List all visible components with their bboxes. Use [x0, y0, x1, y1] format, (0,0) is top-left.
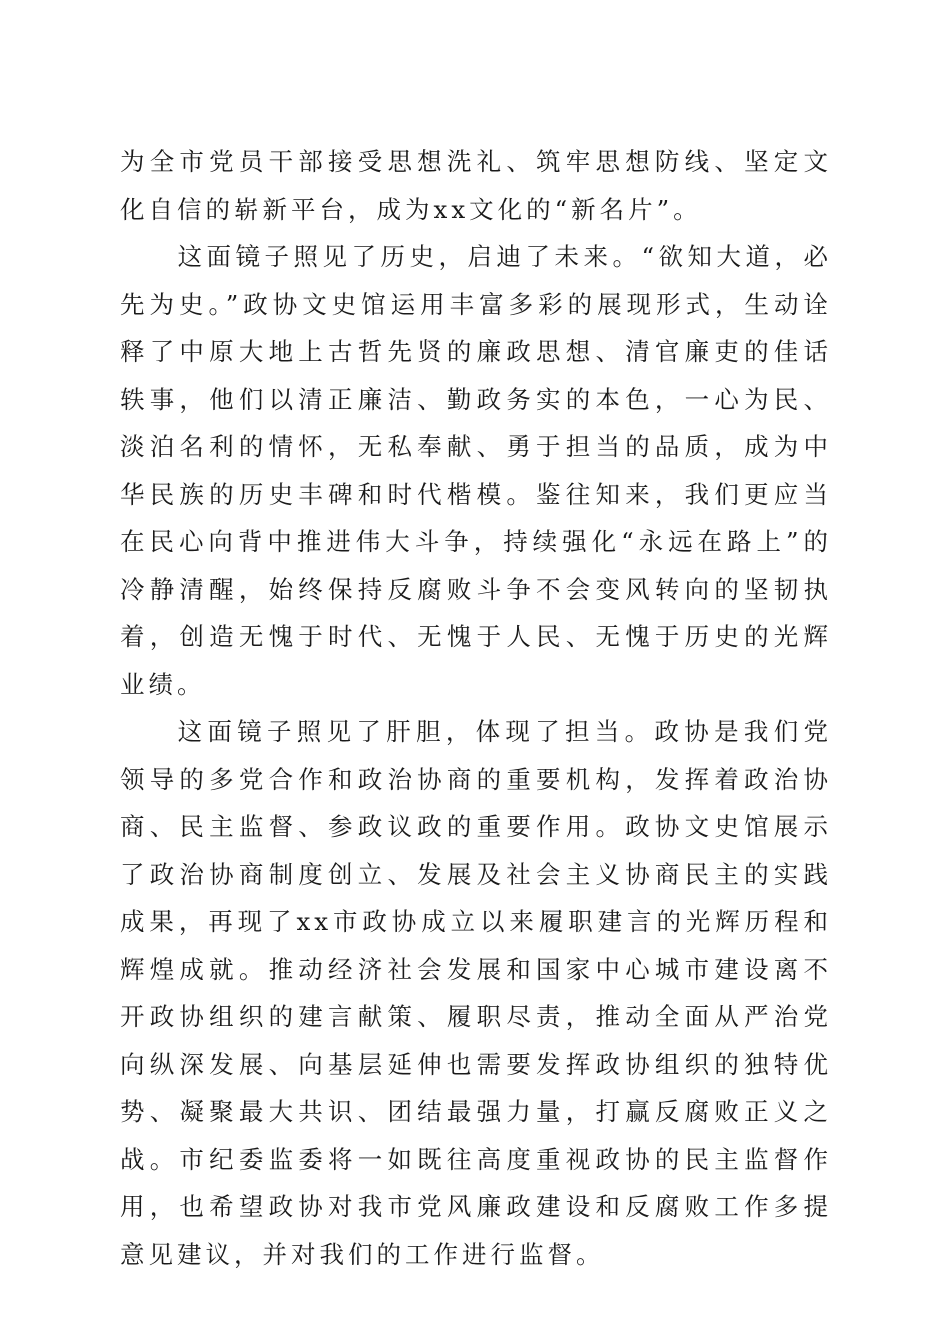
document-body	[120, 138, 832, 1278]
paragraph-responsibility: 这面镜子照见了肝胆，体现了担当。政协是我们党领导的多党合作和政治协商的重要机构，发挥着政治协商、民主监督、参政议政的重要作用。政协文史馆展示了政治协商制度创立、发展及社会主义协商民主的实践成果，再现了xx市政协成立以来履职建言的光辉历程和辉煌成就。推动经济社会发展和国家中心城市建设离不开政协组织的建言献策、履职尽责，推动全面从严治党向纵深发展、向基层延伸也需要发挥政协组织的独特优势、凝聚最大共识、团结最强力量，打赢反腐败正义之战。市纪委监委将一如既往高度重视政协的民主监督作用，也希望政协对我市党风廉政建设和反腐败工作多提意见建议，并对我们的工作进行监督。	[120, 717, 832, 1269]
paragraph-continuation: 为全市党员干部接受思想洗礼、筑牢思想防线、坚定文化自信的崭新平台，成为xx文化的“新名片”。	[120, 147, 832, 224]
paragraph-history: 这面镜子照见了历史，启迪了未来。“欲知大道，必先为史。”政协文史馆运用丰富多彩的展现形式，生动诠释了中原大地上古哲先贤的廉政思想、清官廉吏的佳话轶事，他们以清正廉洁、勤政务实的本色，一心为民、淡泊名利的情怀，无私奉献、勇于担当的品质，成为中华民族的历史丰碑和时代楷模。鉴往知来，我们更应当在民心向背中推进伟大斗争，持续强化“永远在路上”的冷静清醒，始终保持反腐败斗争不会变风转向的坚韧执着，创造无愧于时代、无愧于人民、无愧于历史的光辉业绩。	[120, 242, 832, 699]
